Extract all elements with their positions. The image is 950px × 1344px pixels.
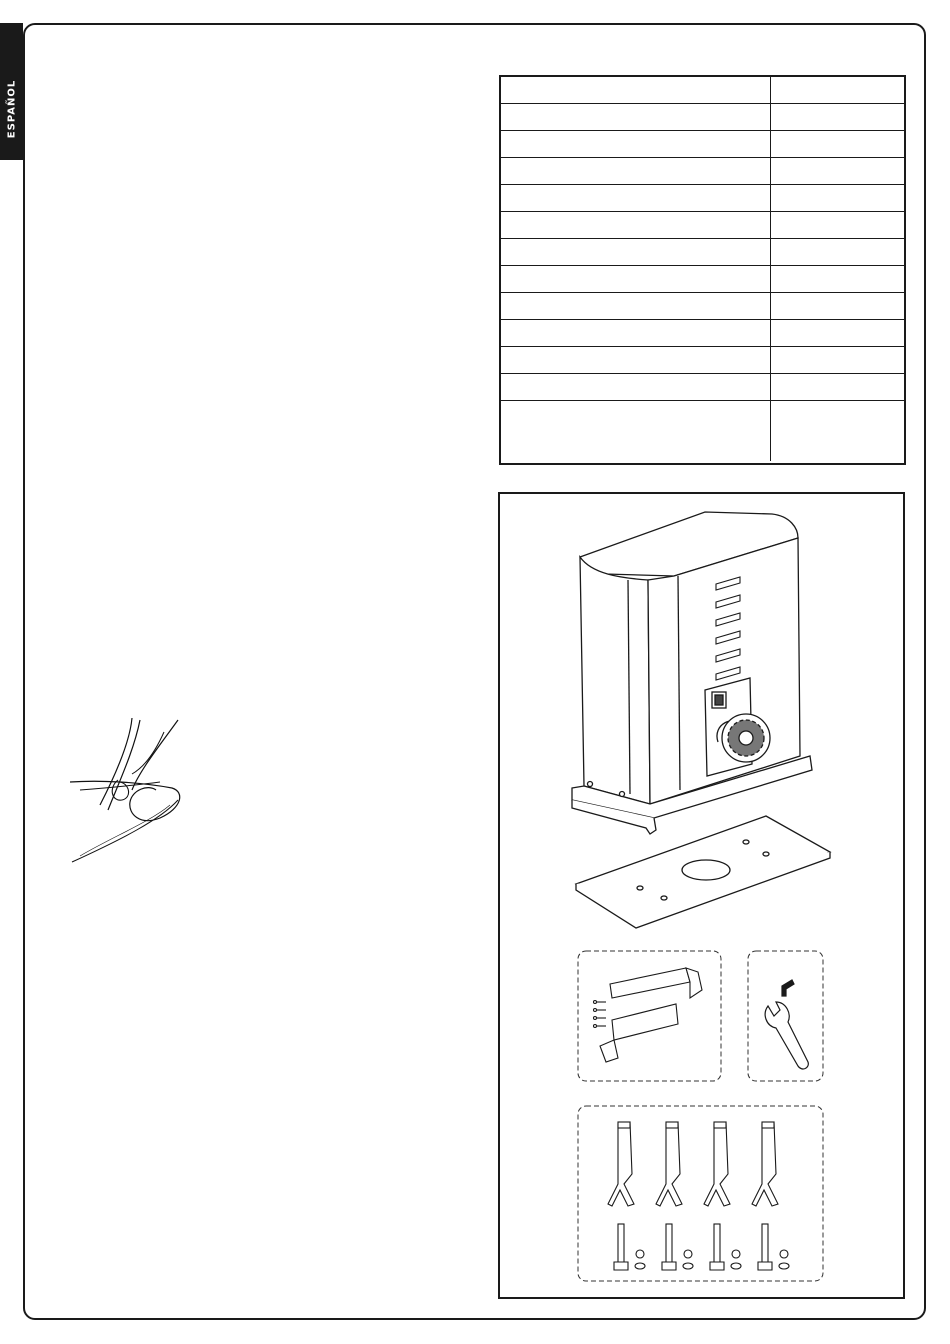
spec-table-row [501, 131, 904, 158]
spec-table-row [501, 347, 904, 374]
spec-table-row [501, 185, 904, 212]
spec-label-cell [507, 212, 765, 238]
spec-column-divider [770, 158, 771, 184]
spec-table [499, 75, 906, 465]
spec-table-row [501, 77, 904, 104]
spec-table-row [501, 239, 904, 266]
spec-value-cell [777, 158, 899, 184]
spec-label-cell [507, 293, 765, 319]
spec-value-cell [777, 212, 899, 238]
spec-label-cell [507, 320, 765, 346]
spec-table-row [501, 374, 904, 401]
spec-value-cell [777, 131, 899, 157]
spec-label-cell [507, 104, 765, 130]
allen-key-and-wrench-icon [765, 980, 808, 1069]
spec-label-cell [507, 347, 765, 373]
spec-label-cell [507, 266, 765, 292]
spec-column-divider [770, 266, 771, 292]
spec-label-cell [507, 131, 765, 157]
limit-switch-brackets-icon [594, 968, 703, 1062]
illustration-panel [498, 492, 905, 1299]
spec-value-cell [777, 104, 899, 130]
spec-column-divider [770, 239, 771, 265]
spec-value-cell [777, 401, 899, 461]
spec-label-cell [507, 77, 765, 103]
signature-image [60, 710, 190, 870]
spec-table-row [501, 266, 904, 293]
spec-value-cell [777, 185, 899, 211]
spec-label-cell [507, 185, 765, 211]
spec-column-divider [770, 104, 771, 130]
spec-table-row [501, 401, 904, 461]
spec-value-cell [777, 266, 899, 292]
spec-column-divider [770, 185, 771, 211]
spec-table-row [501, 158, 904, 185]
gate-motor-icon [572, 512, 812, 834]
spec-column-divider [770, 212, 771, 238]
spec-column-divider [770, 374, 771, 400]
spec-label-cell [507, 374, 765, 400]
spec-label-cell [507, 158, 765, 184]
spec-table-row [501, 212, 904, 239]
spec-column-divider [770, 320, 771, 346]
anchor-bolts-icon [608, 1122, 789, 1270]
language-tab [0, 23, 23, 160]
spec-value-cell [777, 239, 899, 265]
spec-value-cell [777, 374, 899, 400]
spec-label-cell [507, 401, 765, 461]
mounting-plate-icon [576, 816, 830, 928]
spec-value-cell [777, 77, 899, 103]
spec-table-row [501, 293, 904, 320]
spec-column-divider [770, 131, 771, 157]
spec-label-cell [507, 239, 765, 265]
spec-column-divider [770, 77, 771, 103]
spec-column-divider [770, 293, 771, 319]
spec-value-cell [777, 320, 899, 346]
spec-value-cell [777, 293, 899, 319]
spec-value-cell [777, 347, 899, 373]
language-tab-label: ESPAÑOL [6, 79, 18, 139]
spec-table-row [501, 104, 904, 131]
spec-table-row [501, 320, 904, 347]
spec-column-divider [770, 347, 771, 373]
spec-column-divider [770, 401, 771, 461]
illustration-canvas [500, 494, 903, 1297]
